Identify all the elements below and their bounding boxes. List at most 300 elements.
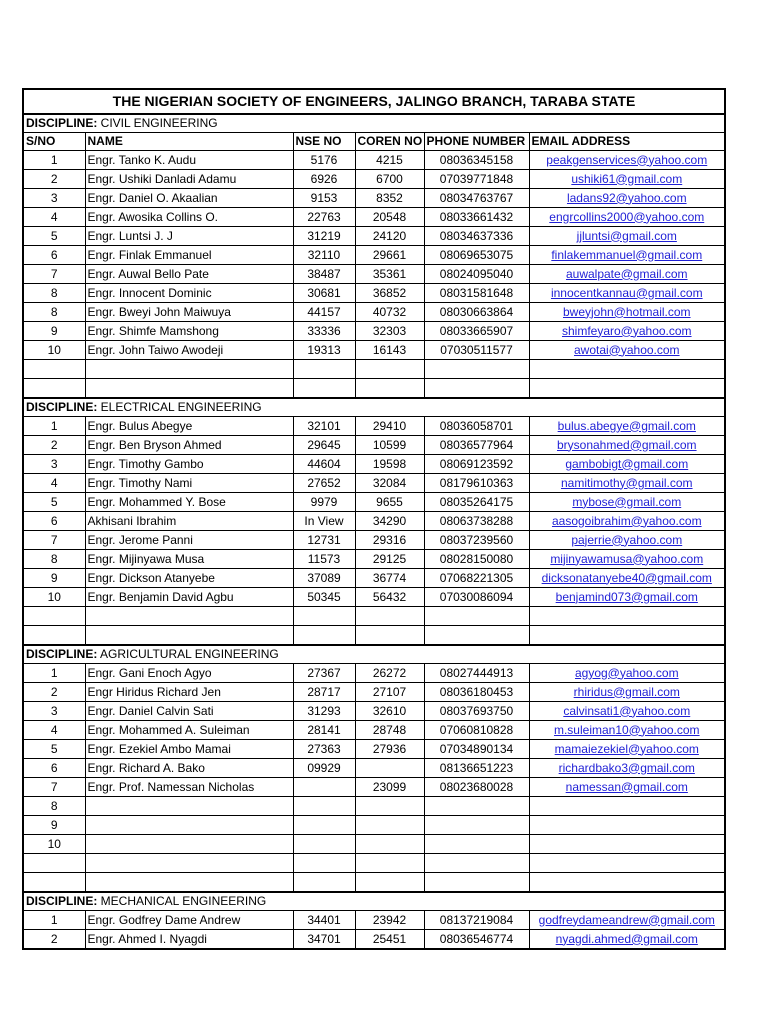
cell-phone: 08036546774 <box>424 930 529 950</box>
cell-sno: 8 <box>23 303 85 322</box>
cell-coren-no: 26272 <box>355 664 424 683</box>
cell-nse-no: 33336 <box>293 322 355 341</box>
cell-nse-no: 12731 <box>293 531 355 550</box>
email-link[interactable]: rhiridus@gmail.com <box>573 684 680 699</box>
cell-coren-no: 9655 <box>355 493 424 512</box>
cell-coren-no <box>355 759 424 778</box>
cell-sno: 7 <box>23 531 85 550</box>
cell-name: Engr. Prof. Namessan Nicholas <box>85 778 293 797</box>
cell-sno: 3 <box>23 455 85 474</box>
email-link[interactable]: aasogoibrahim@yahoo.com <box>551 513 702 528</box>
cell-email <box>529 626 725 646</box>
cell-name: Engr. Jerome Panni <box>85 531 293 550</box>
cell-coren-no <box>355 873 424 893</box>
cell-name: Engr. Auwal Bello Pate <box>85 265 293 284</box>
members-table <box>22 88 726 950</box>
cell-email[interactable] <box>529 455 725 474</box>
cell-nse-no: 27363 <box>293 740 355 759</box>
cell-sno: 1 <box>23 911 85 930</box>
cell-email <box>529 854 725 873</box>
cell-name: Engr. Mohammed Y. Bose <box>85 493 293 512</box>
cell-nse-no: 9153 <box>293 189 355 208</box>
table-row <box>23 189 725 208</box>
cell-name: Engr. Ahmed I. Nyagdi <box>85 930 293 950</box>
cell-sno: 2 <box>23 170 85 189</box>
cell-name <box>85 873 293 893</box>
cell-email[interactable] <box>529 189 725 208</box>
cell-phone <box>424 797 529 816</box>
cell-email[interactable] <box>529 512 725 531</box>
cell-nse-no: 31293 <box>293 702 355 721</box>
table-row <box>23 607 725 626</box>
email-link[interactable]: mamaiezekiel@yahoo.com <box>554 741 699 756</box>
cell-name: Engr. Ezekiel Ambo Mamai <box>85 740 293 759</box>
cell-name: Engr. Luntsi J. J <box>85 227 293 246</box>
cell-name: Engr. Timothy Nami <box>85 474 293 493</box>
cell-phone: 08137219084 <box>424 911 529 930</box>
cell-nse-no: 34401 <box>293 911 355 930</box>
cell-coren-no: 19598 <box>355 455 424 474</box>
cell-email[interactable] <box>529 683 725 702</box>
cell-coren-no <box>355 835 424 854</box>
cell-coren-no: 6700 <box>355 170 424 189</box>
cell-coren-no <box>355 797 424 816</box>
cell-email[interactable] <box>529 170 725 189</box>
cell-coren-no <box>355 360 424 379</box>
cell-nse-no: 5176 <box>293 151 355 170</box>
cell-sno: 5 <box>23 227 85 246</box>
cell-email[interactable] <box>529 702 725 721</box>
table-row <box>23 569 725 588</box>
cell-phone <box>424 854 529 873</box>
cell-phone: 08033661432 <box>424 208 529 227</box>
email-link[interactable]: jjluntsi@gmail.com <box>576 228 677 243</box>
cell-sno: 1 <box>23 417 85 436</box>
cell-name: Engr Hiridus Richard Jen <box>85 683 293 702</box>
cell-email[interactable] <box>529 531 725 550</box>
header-phone: PHONE NUMBER <box>424 133 529 151</box>
cell-email[interactable] <box>529 664 725 683</box>
discipline-prefix: DISCIPLINE: <box>26 116 98 130</box>
cell-name: Engr. Awosika Collins O. <box>85 208 293 227</box>
table-row <box>23 417 725 436</box>
cell-email[interactable] <box>529 208 725 227</box>
cell-coren-no <box>355 607 424 626</box>
cell-coren-no: 23099 <box>355 778 424 797</box>
cell-email[interactable] <box>529 721 725 740</box>
email-link[interactable]: namitimothy@gmail.com <box>560 475 693 490</box>
cell-sno: 3 <box>23 702 85 721</box>
cell-sno: 10 <box>23 588 85 607</box>
cell-email[interactable] <box>529 284 725 303</box>
table-row <box>23 265 725 284</box>
cell-nse-no: 29645 <box>293 436 355 455</box>
table-row <box>23 702 725 721</box>
cell-name <box>85 854 293 873</box>
cell-coren-no: 29661 <box>355 246 424 265</box>
cell-nse-no: 11573 <box>293 550 355 569</box>
cell-phone: 08027444913 <box>424 664 529 683</box>
email-link[interactable]: m.suleiman10@yahoo.com <box>553 722 700 737</box>
cell-name: Engr. Godfrey Dame Andrew <box>85 911 293 930</box>
cell-nse-no <box>293 873 355 893</box>
cell-phone: 08063738288 <box>424 512 529 531</box>
discipline-name: AGRICULTURAL ENGINEERING <box>97 647 279 661</box>
cell-email[interactable] <box>529 474 725 493</box>
table-row <box>23 455 725 474</box>
cell-coren-no: 8352 <box>355 189 424 208</box>
email-link[interactable]: bweyjohn@hotmail.com <box>562 304 691 319</box>
cell-name: Engr. Bulus Abegye <box>85 417 293 436</box>
cell-sno: 9 <box>23 322 85 341</box>
email-link[interactable]: ushiki61@gmail.com <box>571 171 683 186</box>
email-link[interactable]: benjamind073@gmail.com <box>555 589 698 604</box>
header-email: EMAIL ADDRESS <box>529 133 725 151</box>
cell-name: Engr. Dickson Atanyebe <box>85 569 293 588</box>
cell-sno: 1 <box>23 664 85 683</box>
cell-phone: 08031581648 <box>424 284 529 303</box>
cell-nse-no <box>293 854 355 873</box>
cell-coren-no: 56432 <box>355 588 424 607</box>
cell-name <box>85 626 293 646</box>
cell-email[interactable] <box>529 911 725 930</box>
members-table-body <box>23 89 725 949</box>
discipline-name: MECHANICAL ENGINEERING <box>97 894 267 908</box>
cell-sno: 8 <box>23 284 85 303</box>
cell-nse-no: 27652 <box>293 474 355 493</box>
cell-sno: 4 <box>23 208 85 227</box>
cell-coren-no <box>355 379 424 399</box>
cell-nse-no: 34701 <box>293 930 355 950</box>
cell-coren-no <box>355 854 424 873</box>
email-link[interactable]: finlakemmanuel@gmail.com <box>551 247 703 262</box>
cell-phone <box>424 816 529 835</box>
email-link[interactable]: engrcollins2000@yahoo.com <box>549 209 705 224</box>
cell-coren-no: 29125 <box>355 550 424 569</box>
table-row <box>23 835 725 854</box>
cell-nse-no: 19313 <box>293 341 355 360</box>
cell-coren-no: 16143 <box>355 341 424 360</box>
cell-nse-no: 32101 <box>293 417 355 436</box>
cell-nse-no: 22763 <box>293 208 355 227</box>
discipline-heading <box>23 892 725 911</box>
cell-coren-no: 27936 <box>355 740 424 759</box>
cell-coren-no: 36852 <box>355 284 424 303</box>
discipline-prefix: DISCIPLINE: <box>26 894 98 908</box>
cell-phone <box>424 873 529 893</box>
cell-nse-no: 32110 <box>293 246 355 265</box>
cell-email[interactable] <box>529 227 725 246</box>
cell-phone: 08033665907 <box>424 322 529 341</box>
cell-coren-no: 28748 <box>355 721 424 740</box>
table-row <box>23 512 725 531</box>
cell-name: Engr. John Taiwo Awodeji <box>85 341 293 360</box>
cell-sno: 7 <box>23 778 85 797</box>
cell-nse-no: In View <box>293 512 355 531</box>
cell-sno: 4 <box>23 721 85 740</box>
cell-sno: 3 <box>23 189 85 208</box>
cell-email[interactable] <box>529 322 725 341</box>
discipline-row <box>23 645 725 664</box>
cell-sno: 10 <box>23 835 85 854</box>
cell-sno: 5 <box>23 740 85 759</box>
cell-email[interactable] <box>529 740 725 759</box>
cell-name: Engr. Mohammed A. Suleiman <box>85 721 293 740</box>
table-row <box>23 664 725 683</box>
table-row <box>23 360 725 379</box>
table-row <box>23 322 725 341</box>
cell-sno: 6 <box>23 759 85 778</box>
cell-nse-no: 9979 <box>293 493 355 512</box>
cell-sno: 2 <box>23 930 85 950</box>
member-sheet <box>22 88 724 950</box>
table-row <box>23 740 725 759</box>
table-row <box>23 303 725 322</box>
email-link[interactable]: dicksonatanyebe40@gmail.com <box>541 570 712 585</box>
cell-phone: 07030511577 <box>424 341 529 360</box>
cell-coren-no: 32084 <box>355 474 424 493</box>
cell-coren-no <box>355 626 424 646</box>
email-link[interactable]: innocentkannau@gmail.com <box>550 285 703 300</box>
table-row <box>23 246 725 265</box>
cell-nse-no <box>293 360 355 379</box>
cell-email[interactable] <box>529 493 725 512</box>
table-row <box>23 854 725 873</box>
cell-coren-no: 29316 <box>355 531 424 550</box>
cell-email[interactable] <box>529 569 725 588</box>
cell-coren-no: 27107 <box>355 683 424 702</box>
cell-sno: 4 <box>23 474 85 493</box>
discipline-row <box>23 398 725 417</box>
cell-email <box>529 835 725 854</box>
cell-email[interactable] <box>529 246 725 265</box>
cell-phone: 07039771848 <box>424 170 529 189</box>
cell-nse-no: 30681 <box>293 284 355 303</box>
cell-coren-no: 35361 <box>355 265 424 284</box>
cell-coren-no: 4215 <box>355 151 424 170</box>
header-name: NAME <box>85 133 293 151</box>
table-row <box>23 341 725 360</box>
cell-nse-no <box>293 626 355 646</box>
cell-email <box>529 607 725 626</box>
cell-sno: 10 <box>23 341 85 360</box>
cell-sno <box>23 854 85 873</box>
header-nse-no: NSE NO <box>293 133 355 151</box>
cell-name: Engr. Innocent Dominic <box>85 284 293 303</box>
email-link[interactable]: gambobigt@gmail.com <box>565 456 689 471</box>
email-link[interactable]: awotai@yahoo.com <box>573 342 680 357</box>
cell-sno: 7 <box>23 265 85 284</box>
header-sno: S/NO <box>23 133 85 151</box>
cell-coren-no: 32610 <box>355 702 424 721</box>
cell-name: Engr. Tanko K. Audu <box>85 151 293 170</box>
cell-name: Engr. Shimfe Mamshong <box>85 322 293 341</box>
cell-nse-no: 50345 <box>293 588 355 607</box>
table-row <box>23 911 725 930</box>
discipline-prefix: DISCIPLINE: <box>26 400 98 414</box>
cell-nse-no: 37089 <box>293 569 355 588</box>
cell-email[interactable] <box>529 778 725 797</box>
cell-nse-no: 6926 <box>293 170 355 189</box>
cell-name: Engr. Richard A. Bako <box>85 759 293 778</box>
email-link[interactable]: mijinyawamusa@yahoo.com <box>550 551 704 566</box>
email-link[interactable]: godfreydameandrew@gmail.com <box>538 912 715 927</box>
table-row <box>23 284 725 303</box>
cell-sno <box>23 607 85 626</box>
email-link[interactable]: shimfeyaro@yahoo.com <box>561 323 692 338</box>
cell-nse-no: 28141 <box>293 721 355 740</box>
cell-name: Engr. Ushiki Danladi Adamu <box>85 170 293 189</box>
cell-phone: 08069123592 <box>424 455 529 474</box>
table-row <box>23 721 725 740</box>
cell-sno: 8 <box>23 550 85 569</box>
cell-email[interactable] <box>529 930 725 950</box>
cell-coren-no: 23942 <box>355 911 424 930</box>
cell-phone <box>424 607 529 626</box>
cell-email[interactable] <box>529 417 725 436</box>
table-row <box>23 816 725 835</box>
cell-sno <box>23 379 85 399</box>
cell-name: Engr. Mijinyawa Musa <box>85 550 293 569</box>
cell-nse-no: 31219 <box>293 227 355 246</box>
table-row <box>23 474 725 493</box>
cell-phone <box>424 379 529 399</box>
cell-name <box>85 360 293 379</box>
cell-phone <box>424 360 529 379</box>
discipline-row <box>23 114 725 133</box>
cell-email[interactable] <box>529 588 725 607</box>
cell-nse-no <box>293 797 355 816</box>
cell-name: Engr. Benjamin David Agbu <box>85 588 293 607</box>
cell-sno <box>23 360 85 379</box>
email-link[interactable]: mybose@gmail.com <box>572 494 682 509</box>
cell-nse-no <box>293 778 355 797</box>
cell-nse-no: 44604 <box>293 455 355 474</box>
cell-email[interactable] <box>529 303 725 322</box>
cell-name: Engr. Daniel O. Akaalian <box>85 189 293 208</box>
discipline-heading <box>23 398 725 417</box>
cell-coren-no: 29410 <box>355 417 424 436</box>
table-row <box>23 208 725 227</box>
cell-phone <box>424 626 529 646</box>
cell-sno: 1 <box>23 151 85 170</box>
cell-name <box>85 816 293 835</box>
cell-email[interactable] <box>529 550 725 569</box>
cell-coren-no: 24120 <box>355 227 424 246</box>
cell-coren-no: 40732 <box>355 303 424 322</box>
cell-email[interactable] <box>529 341 725 360</box>
cell-phone: 08136651223 <box>424 759 529 778</box>
cell-nse-no <box>293 607 355 626</box>
email-link[interactable]: brysonahmed@gmail.com <box>556 437 697 452</box>
header-coren-no: COREN NO <box>355 133 424 151</box>
cell-phone: 08037239560 <box>424 531 529 550</box>
cell-coren-no: 34290 <box>355 512 424 531</box>
cell-coren-no <box>355 816 424 835</box>
cell-phone: 07068221305 <box>424 569 529 588</box>
cell-sno: 5 <box>23 493 85 512</box>
cell-sno: 8 <box>23 797 85 816</box>
cell-phone: 08036345158 <box>424 151 529 170</box>
table-row <box>23 778 725 797</box>
cell-nse-no <box>293 835 355 854</box>
cell-nse-no: 27367 <box>293 664 355 683</box>
cell-email[interactable] <box>529 759 725 778</box>
cell-sno: 2 <box>23 683 85 702</box>
email-link[interactable]: nyagdi.ahmed@gmail.com <box>555 931 698 946</box>
cell-phone: 08179610363 <box>424 474 529 493</box>
cell-phone: 07060810828 <box>424 721 529 740</box>
email-link[interactable]: ladans92@yahoo.com <box>566 190 687 205</box>
cell-email[interactable] <box>529 151 725 170</box>
cell-email[interactable] <box>529 436 725 455</box>
cell-email[interactable] <box>529 265 725 284</box>
table-row <box>23 683 725 702</box>
cell-phone: 08030663864 <box>424 303 529 322</box>
email-link[interactable]: namessan@gmail.com <box>565 779 688 794</box>
discipline-name: ELECTRICAL ENGINEERING <box>97 400 262 414</box>
email-link[interactable]: bulus.abegye@gmail.com <box>557 418 696 433</box>
cell-sno: 9 <box>23 569 85 588</box>
cell-name <box>85 797 293 816</box>
cell-sno: 6 <box>23 246 85 265</box>
cell-name: Engr. Finlak Emmanuel <box>85 246 293 265</box>
table-row <box>23 379 725 399</box>
email-link[interactable]: richardbako3@gmail.com <box>558 760 695 775</box>
cell-sno <box>23 873 85 893</box>
cell-phone: 08034637336 <box>424 227 529 246</box>
discipline-row <box>23 892 725 911</box>
cell-nse-no: 38487 <box>293 265 355 284</box>
cell-phone: 07030086094 <box>424 588 529 607</box>
cell-nse-no <box>293 816 355 835</box>
cell-phone: 08035264175 <box>424 493 529 512</box>
table-row <box>23 151 725 170</box>
table-row <box>23 873 725 893</box>
cell-phone: 08036058701 <box>424 417 529 436</box>
table-row <box>23 436 725 455</box>
cell-phone: 08034763767 <box>424 189 529 208</box>
cell-name: Engr. Bweyi John Maiwuya <box>85 303 293 322</box>
email-link[interactable]: peakgenservices@yahoo.com <box>546 152 708 167</box>
cell-phone: 08023680028 <box>424 778 529 797</box>
cell-nse-no: 28717 <box>293 683 355 702</box>
table-row <box>23 227 725 246</box>
table-row <box>23 930 725 950</box>
email-link[interactable]: agyog@yahoo.com <box>574 665 679 680</box>
cell-email <box>529 873 725 893</box>
title-row <box>23 89 725 114</box>
cell-email <box>529 816 725 835</box>
sheet-title: THE NIGERIAN SOCIETY OF ENGINEERS, JALINGO BRANCH, TARABA STATE <box>23 89 725 114</box>
cell-coren-no: 20548 <box>355 208 424 227</box>
email-link[interactable]: calvinsati1@yahoo.com <box>563 703 691 718</box>
cell-coren-no: 32303 <box>355 322 424 341</box>
email-link[interactable]: pajerrie@yahoo.com <box>571 532 683 547</box>
cell-sno: 2 <box>23 436 85 455</box>
cell-nse-no <box>293 379 355 399</box>
cell-coren-no: 25451 <box>355 930 424 950</box>
cell-phone: 08024095040 <box>424 265 529 284</box>
cell-name: Engr. Daniel Calvin Sati <box>85 702 293 721</box>
email-link[interactable]: auwalpate@gmail.com <box>565 266 688 281</box>
cell-phone: 08037693750 <box>424 702 529 721</box>
cell-phone: 08036180453 <box>424 683 529 702</box>
cell-phone: 08036577964 <box>424 436 529 455</box>
cell-sno: 9 <box>23 816 85 835</box>
table-row <box>23 550 725 569</box>
header-row <box>23 133 725 151</box>
